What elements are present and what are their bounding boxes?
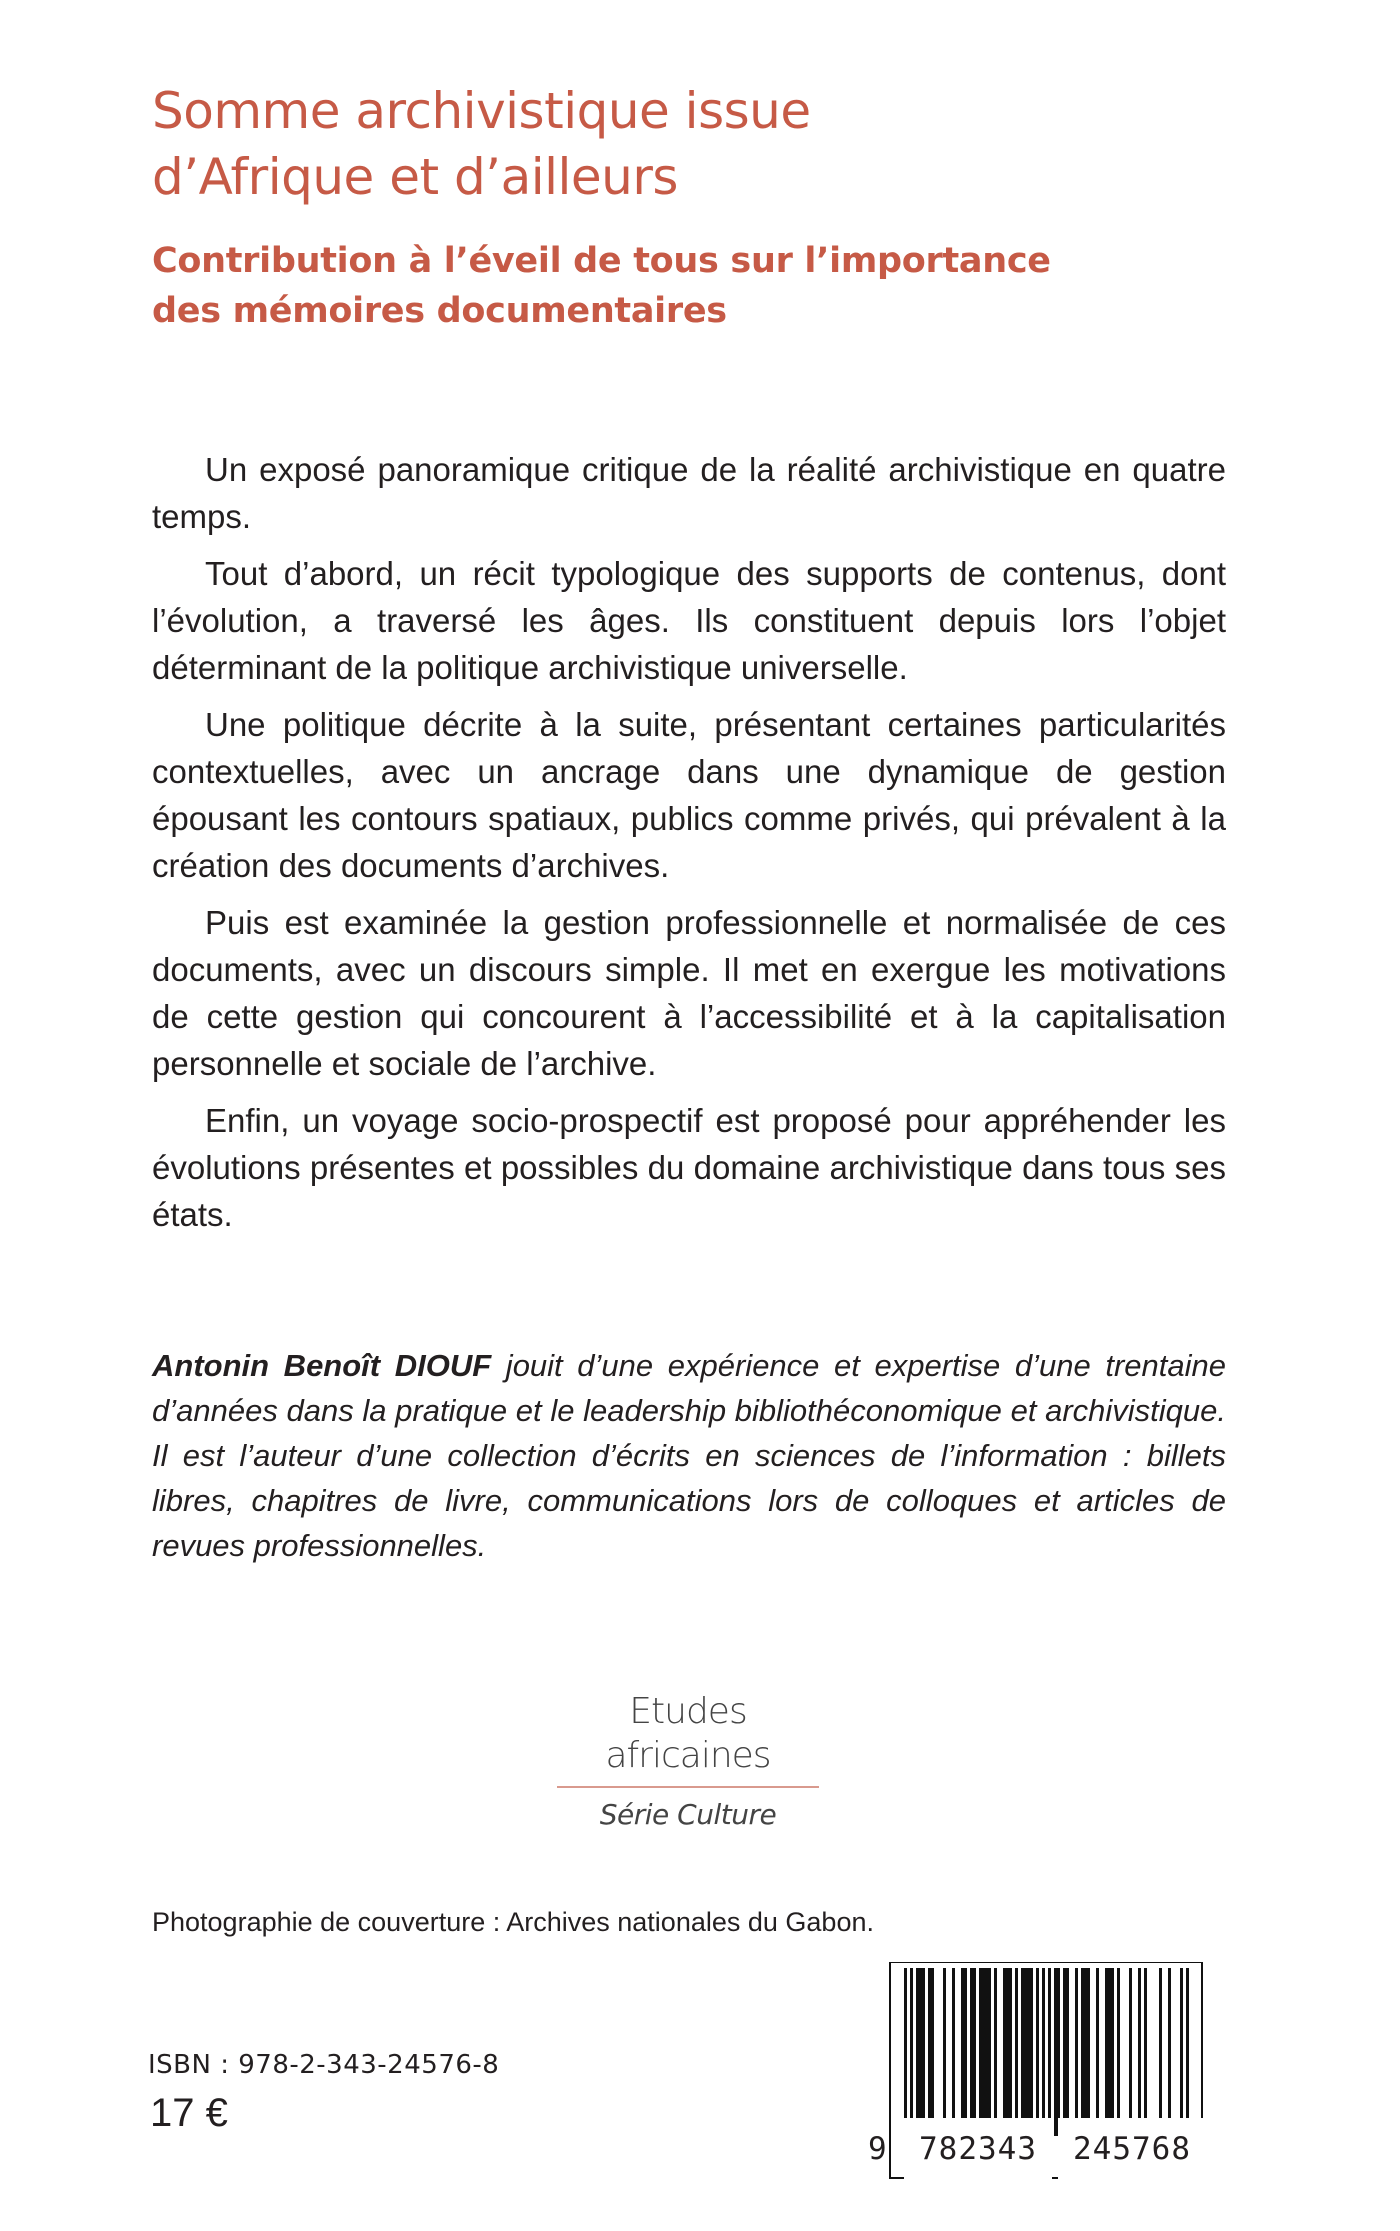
barcode-bar [994,1968,997,2136]
blurb-paragraph: Puis est examinée la gestion professionnelle et normalisée de ces documents, avec un discours simple. Il met en exergue les motivations de cette gestion qui concourent à l’accessibilité et à la capitalisation personnelle et sociale de l’archive. [152,904,1226,1082]
barcode-bar [1063,1968,1066,2136]
barcode-bar [931,1968,934,2136]
book-subtitle [152,236,1252,336]
barcode-bar [952,1968,955,2136]
book-title [152,78,1252,210]
barcode-bar [1066,1968,1069,2136]
barcode-bar [1084,1968,1087,2136]
barcode-bar [1108,1968,1111,2136]
title-line-2: d’Afrique et d’ailleurs [152,148,678,206]
barcode-bar [922,1968,925,2136]
title-line-1: Somme archivistique issue [152,82,811,140]
barcode-bar [1087,1968,1090,2136]
barcode-bar [979,1968,982,2136]
barcode-bar [1075,1968,1078,2136]
barcode-left-group: 782343 [904,2118,1052,2180]
blurb-paragraph: Un exposé panoramique critique de la réalité archivistique en quatre temps. [152,451,1226,535]
barcode-bar [1138,1968,1141,2136]
barcode-bar [1159,1968,1162,2136]
barcode-bar [1129,1968,1132,2136]
barcode-bar [1081,1968,1084,2136]
barcode-bar [928,1968,931,2136]
author-name: Antonin Benoît DIOUF [152,1348,492,1383]
barcode-bar [1036,1968,1039,2136]
author-bio-text: jouit d’une expérience et expertise d’une trentaine d’années dans la pratique et le leadership bibliothéconomique et archivistique. Il est l’auteur d’une collection d’écrits en sciences de l’information : billets libres, chapitres de livre, communications lors de colloques et articles de revues professionnelles. [152,1348,1227,1563]
blurb-paragraph: Tout d’abord, un récit typologique des supports de contenus, dont l’évolution, a traversé les âges. Ils constituent depuis lors l’objet déterminant de la politique archivistique universelle. [152,555,1226,686]
price: 17 € [150,2091,228,2135]
barcode-bar [916,1968,919,2136]
barcode-bar [985,1968,988,2136]
barcode-bar [1111,1968,1114,2136]
barcode-bar [1117,1968,1120,2136]
photo-credit: Photographie de couverture : Archives nationales du Gabon. [152,1907,874,1937]
barcode-bar [1021,1968,1024,2136]
blurb [152,446,1226,1248]
barcode-bar [1054,1968,1057,2136]
barcode-first-digit: 9 [868,2131,887,2167]
barcode-bar [982,1968,985,2136]
series-divider [557,1786,819,1788]
barcode-bar [970,1968,973,2136]
barcode-bar [964,1968,967,2136]
author-bio [152,1343,1226,1568]
barcode-bar [919,1968,922,2136]
barcode-bar [943,1968,946,2136]
subtitle-line-2: des mémoires documentaires [152,291,727,331]
series-subseries: Série Culture [599,1798,777,1831]
barcode-digits [868,2118,1224,2180]
barcode-bar [961,1968,964,2136]
blurb-paragraph: Une politique décrite à la suite, présentant certaines particularités contextuelles, avec un ancrage dans une dynamique de gestion épousant les contours spatiaux, publics comme privés, qui prévalent à la création des documents d’archives. [152,706,1226,884]
series-logo [553,1690,823,1832]
barcode-bar [1024,1968,1027,2136]
barcode-bar [1057,1968,1060,2136]
barcode-right-group: 245768 [1058,2118,1206,2180]
barcode-bar [1168,1968,1171,2136]
barcode-bar [1096,1968,1099,2136]
barcode-bar [1015,1968,1018,2136]
barcode-bar [1030,1968,1033,2136]
barcode-bar [1144,1968,1147,2136]
barcode-bar [1105,1968,1108,2136]
series-name: Etudes africaines [605,1691,771,1776]
barcode-bar [1009,1968,1012,2136]
isbn: ISBN : 978-2-343-24576-8 [148,2050,500,2080]
barcode-bar [1006,1968,1009,2136]
barcode-bar [1027,1968,1030,2136]
barcode-bar [973,1968,976,2136]
barcode-bar [1003,1968,1006,2136]
blurb-paragraph: Enfin, un voyage socio-prospectif est proposé pour appréhender les évolutions présentes et possibles du domaine archivistique dans tous ses états. [152,1102,1226,1233]
subtitle-line-1: Contribution à l’éveil de tous sur l’importance [152,241,1051,281]
barcode [868,1962,1224,2180]
barcode-bar [988,1968,991,2136]
